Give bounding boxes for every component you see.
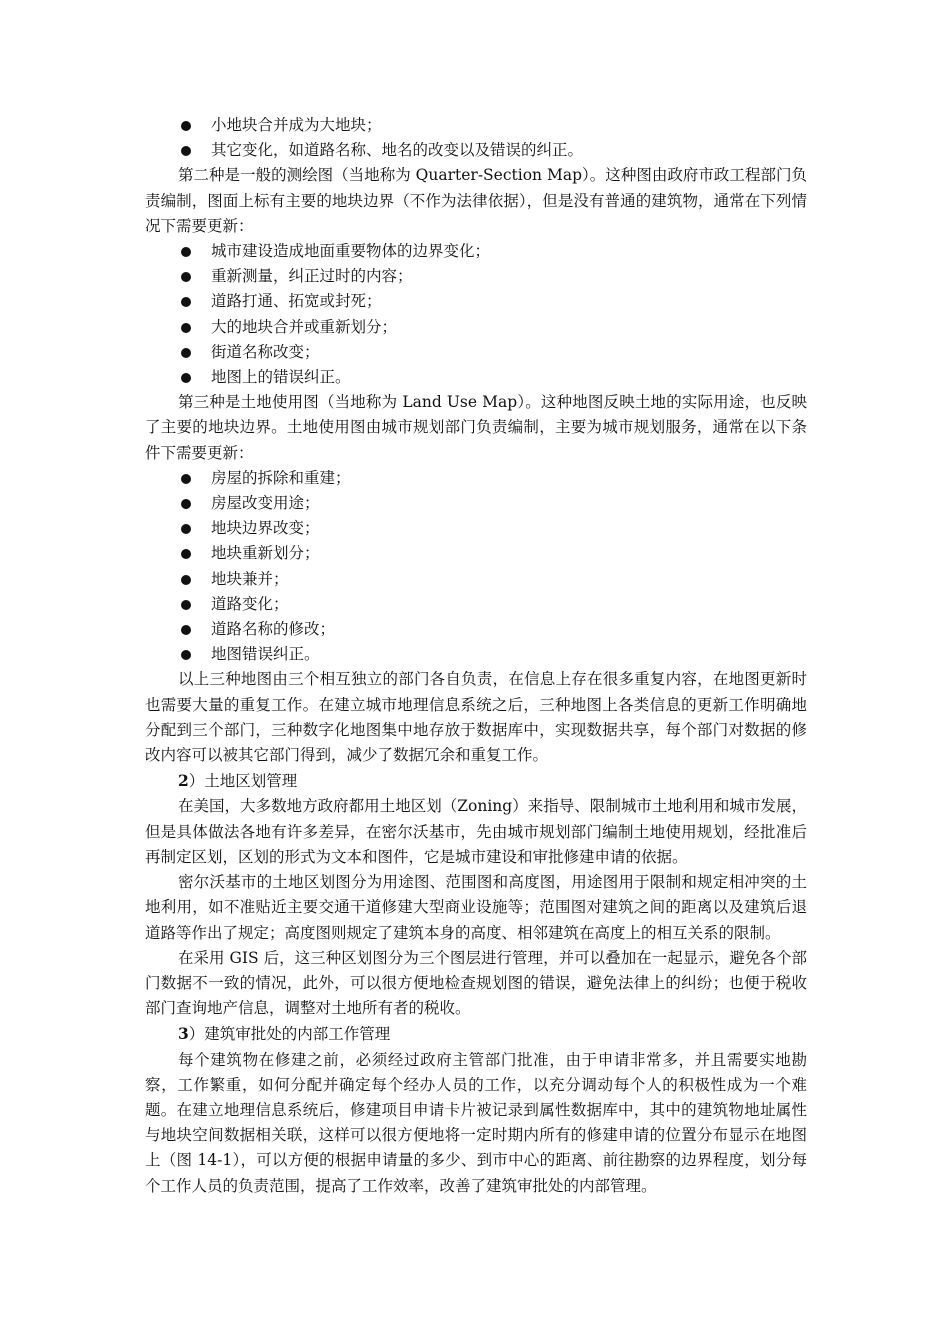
list-item-text: 道路名称的修改； — [211, 620, 336, 639]
bullet-icon — [181, 121, 191, 131]
list-item — [145, 239, 807, 264]
bullet-icon — [181, 272, 191, 282]
list-item — [145, 315, 807, 340]
bullet-icon — [181, 625, 191, 635]
list-item-text: 地块重新划分； — [211, 544, 320, 563]
list-item — [145, 340, 807, 365]
section-title: ）土地区划管理 — [188, 772, 298, 791]
list-item — [145, 617, 807, 642]
bullet-list-1 — [145, 113, 807, 163]
list-item — [145, 642, 807, 667]
bullet-icon — [181, 323, 191, 333]
bullet-icon — [181, 524, 191, 534]
document-page — [145, 113, 807, 1199]
list-item-text: 大的地块合并或重新划分； — [211, 317, 398, 336]
bullet-icon — [181, 348, 191, 358]
list-item-text: 地块兼并； — [211, 569, 289, 588]
bullet-icon — [181, 297, 191, 307]
list-item — [145, 289, 807, 314]
list-item — [145, 138, 807, 163]
paragraph-quarter-section-map: 第二种是一般的测绘图（当地称为 Quarter-Section Map）。这种图由政府市政工程部门负责编制，图面上标有主要的地块边界（不作为法律依据），但是没有普通的建筑物，通常在下列情况下需要更新： — [145, 166, 807, 235]
list-item-text: 地图错误纠正。 — [211, 645, 320, 664]
list-item-text: 重新测量，纠正过时的内容； — [211, 267, 413, 286]
list-item-text: 房屋的拆除和重建； — [211, 468, 351, 487]
bullet-icon — [181, 499, 191, 509]
list-item — [145, 264, 807, 289]
list-item-text: 小地块合并成为大地块； — [211, 116, 382, 134]
list-item-text: 城市建设造成地面重要物体的边界变化； — [211, 242, 491, 261]
list-item-text: 道路变化； — [211, 594, 289, 613]
list-item — [145, 567, 807, 592]
section-number: 3 — [178, 1024, 189, 1044]
bullet-icon — [181, 373, 191, 383]
bullet-icon — [181, 575, 191, 585]
paragraph-approval-management: 每个建筑物在修建之前，必须经过政府主管部门批准，由于申请非常多，并且需要实地勘察，工作繁重，如何分配并确定每个经办人员的工作，以充分调动每个人的积极性成为一个难题。在建立地理信息系统后，修建项目申请卡片被记录到属性数据库中，其中的建筑物地址属性与地块空间数据相关联，这样可以很方便地将一定时期内所有的修建申请的位置分布显示在地图上（图 14-1），可以方便的根据申请量的多少、到市中心的距离、前往勘察的边界程度，划分每个工作人员的负责范围，提高了工作效率，改善了建筑审批处的内部管理。 — [145, 1050, 807, 1195]
bullet-icon — [181, 474, 191, 484]
list-item — [145, 541, 807, 566]
bullet-icon — [181, 146, 191, 156]
list-item-text: 地图上的错误纠正。 — [211, 368, 351, 387]
paragraph-land-use-map: 第三种是土地使用图（当地称为 Land Use Map）。这种地图反映土地的实际用途，也反映了主要的地块边界。土地使用图由城市规划部门负责编制，主要为城市规划服务，通常在以下条件下需要更新： — [145, 393, 807, 462]
paragraph-zoning-usa: 在美国，大多数地方政府都用土地区划（Zoning）来指导、限制城市土地利用和城市发展，但是具体做法各地有许多差异，在密尔沃基市，先由城市规划部门编制土地使用规划，经批准后再制定区划，区划的形式为文本和图件，它是城市建设和审批修建申请的依据。 — [145, 797, 807, 866]
list-item-text: 街道名称改变； — [211, 342, 320, 361]
section-heading-zoning — [145, 768, 807, 794]
list-item — [145, 592, 807, 617]
list-item-text: 其它变化，如道路名称、地名的改变以及错误的纠正。 — [211, 141, 584, 160]
list-item — [145, 113, 807, 138]
list-item-text: 房屋改变用途； — [211, 494, 320, 513]
list-item — [145, 365, 807, 390]
bullet-icon — [181, 549, 191, 559]
bullet-list-2 — [145, 239, 807, 390]
list-item — [145, 491, 807, 516]
section-title: ）建筑审批处的内部工作管理 — [188, 1025, 391, 1044]
list-item-text: 地块边界改变； — [211, 519, 320, 538]
bullet-list-3 — [145, 466, 807, 668]
section-number: 2 — [178, 771, 189, 791]
section-heading-approval — [145, 1021, 807, 1047]
paragraph-gis-layers: 在采用 GIS 后，这三种区划图分为三个图层进行管理，并可以叠加在一起显示，避免各个部门数据不一致的情况，此外，可以很方便地检查规划图的错误，避免法律上的纠纷；也便于税收部门查询地产信息，调整对土地所有者的税收。 — [145, 948, 807, 1018]
bullet-icon — [181, 600, 191, 610]
list-item — [145, 466, 807, 491]
list-item-text: 道路打通、拓宽或封死； — [211, 292, 382, 311]
bullet-icon — [181, 650, 191, 660]
bullet-icon — [181, 247, 191, 257]
list-item — [145, 516, 807, 541]
paragraph-three-maps-summary: 以上三种地图由三个相互独立的部门各自负责，在信息上存在很多重复内容，在地图更新时也需要大量的重复工作。在建立城市地理信息系统之后，三种地图上各类信息的更新工作明确地分配到三个部门，三种数字化地图集中地存放于数据库中，实现数据共享，每个部门对数据的修改内容可以被其它部门得到，减少了数据冗余和重复工作。 — [145, 670, 807, 765]
paragraph-zoning-maps: 密尔沃基市的土地区划图分为用途图、范围图和高度图，用途图用于限制和规定相冲突的土地利用，如不准贴近主要交通干道修建大型商业设施等；范围图对建筑之间的距离以及建筑后退道路等作出了规定；高度图则规定了建筑本身的高度、相邻建筑在高度上的相互关系的限制。 — [145, 873, 807, 942]
